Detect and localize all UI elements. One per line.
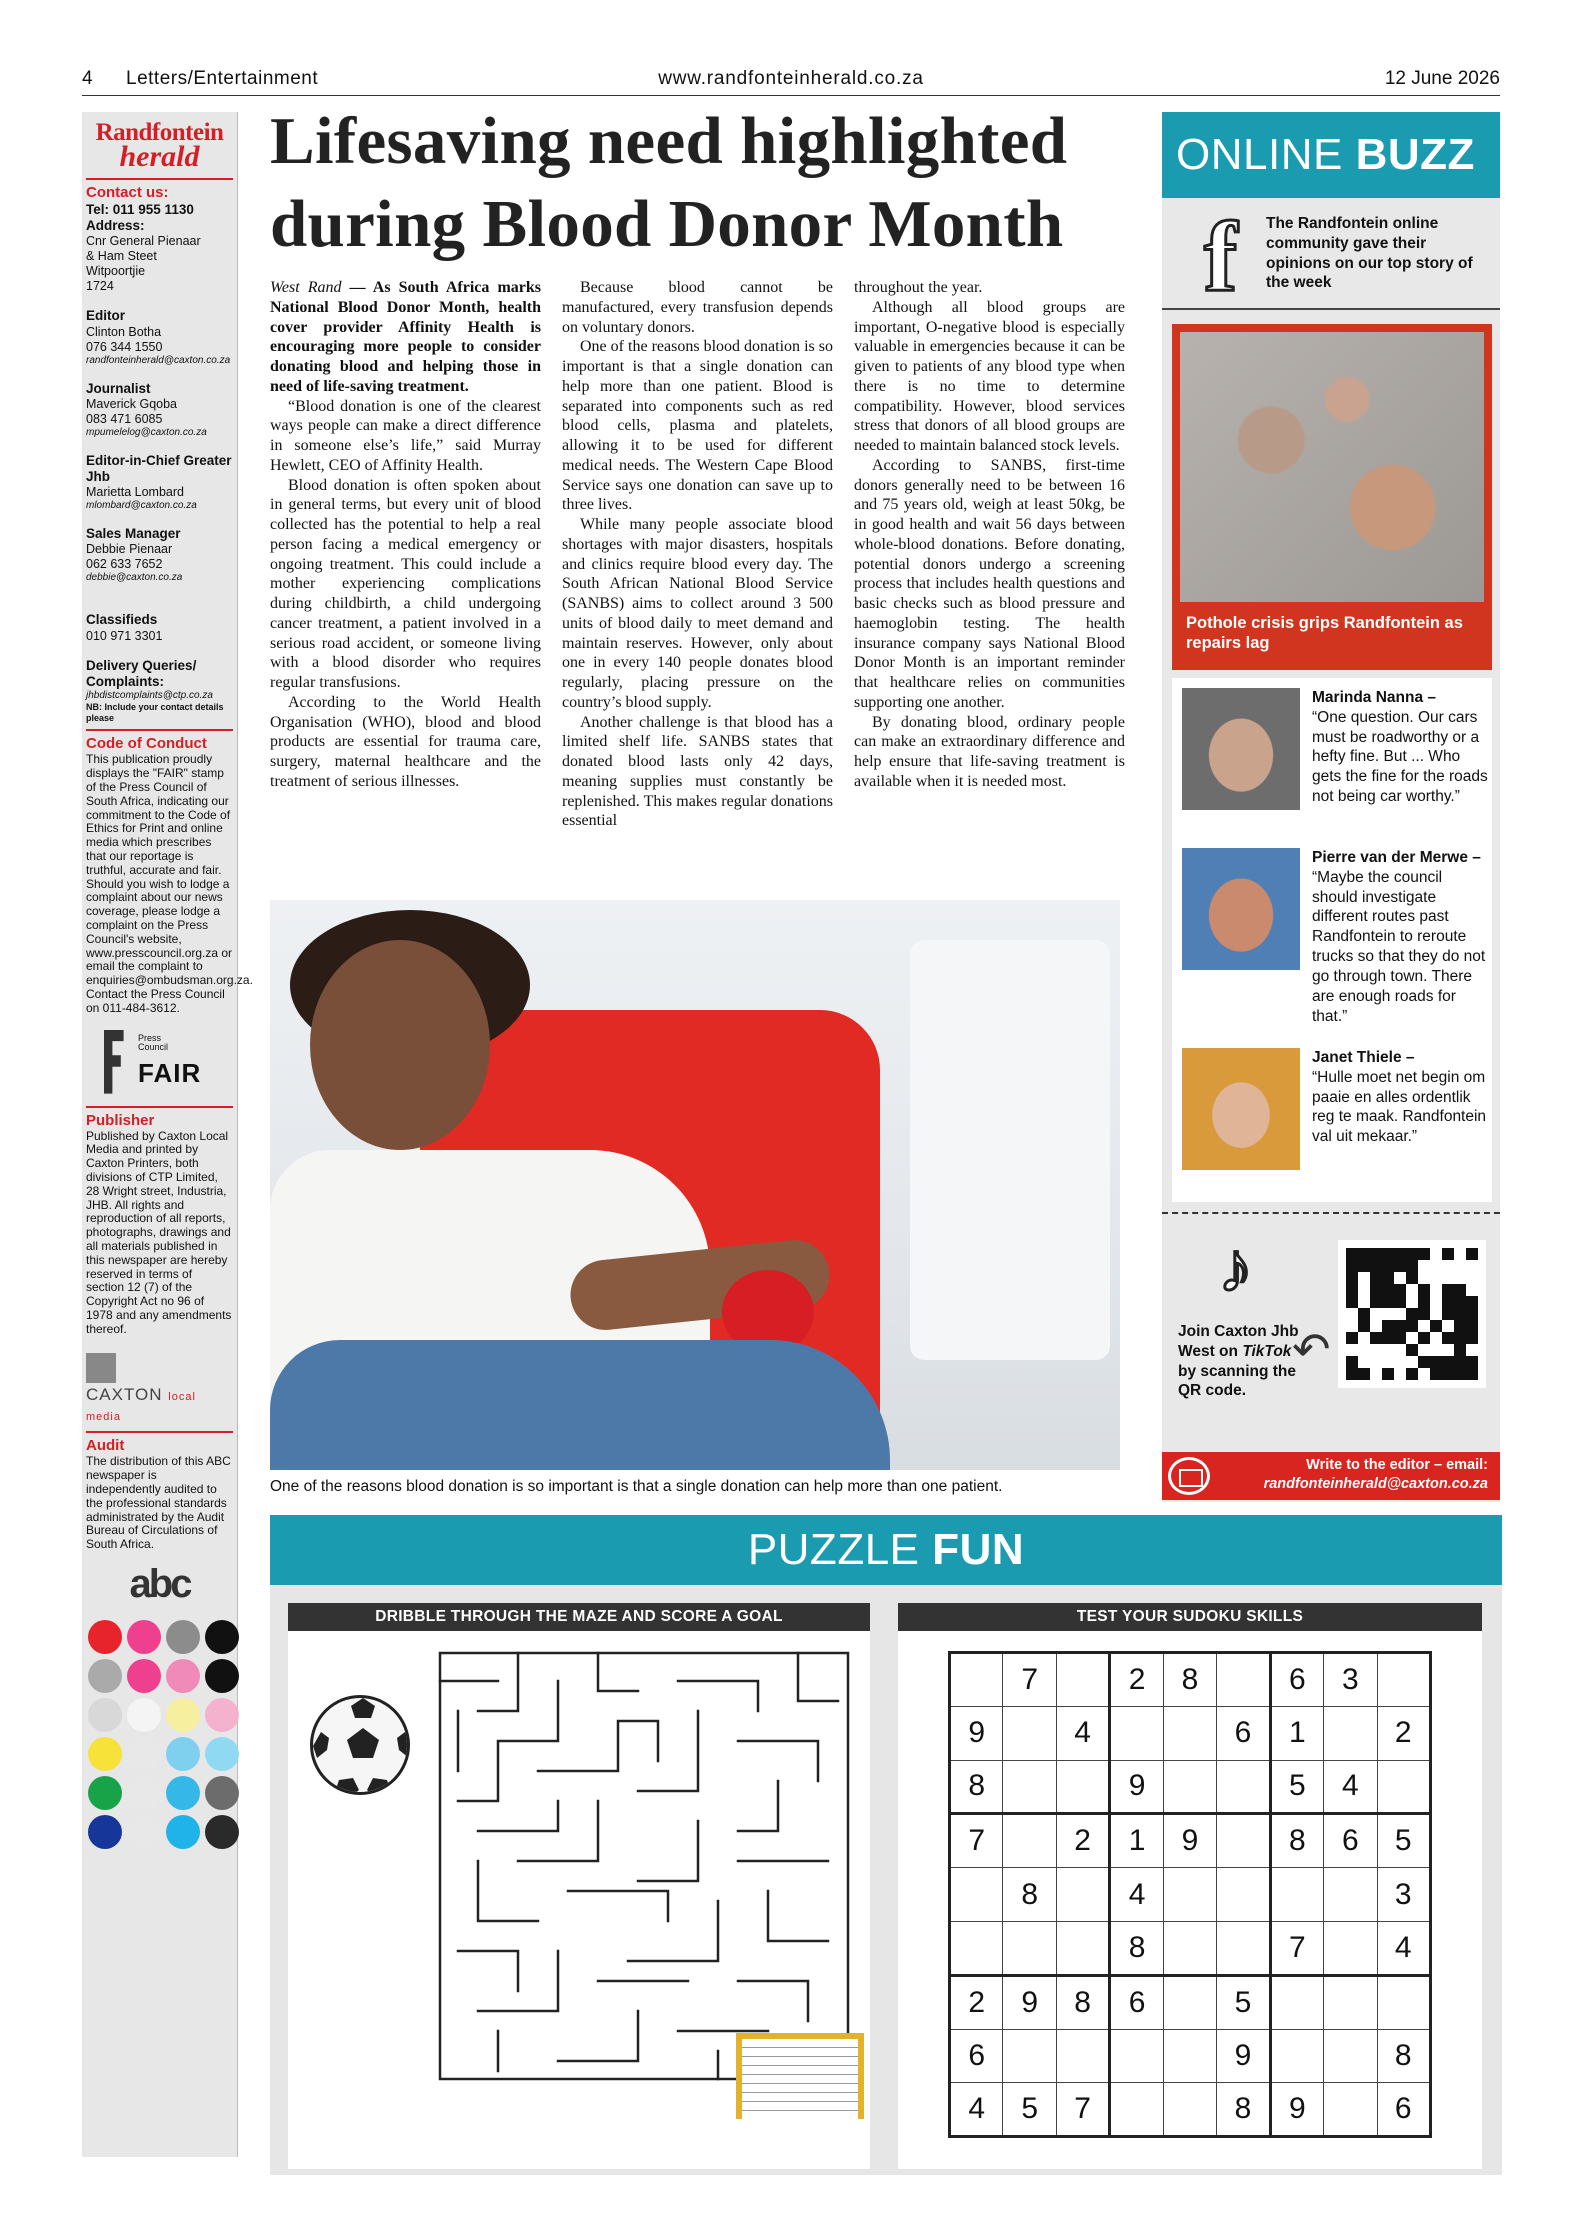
colour-registration-swatches (86, 1620, 233, 1849)
article-paragraph: According to the World Health Organisation (WHO), blood and blood products are essential for trauma care, surgery, maternal healthcare and the treatment of serious illnesses. (270, 693, 541, 790)
conduct-heading: Code of Conduct (86, 735, 207, 753)
sudoku-cell[interactable]: 2 (1377, 1706, 1431, 1760)
sudoku-cell[interactable] (1270, 2029, 1323, 2083)
maze-grid[interactable] (438, 1651, 850, 2081)
tiktok-prompt: Join Caxton Jhb West on TikTok by scanning the QR code. (1178, 1323, 1299, 1400)
write-to-editor-banner[interactable]: Write to the editor – email: randfonteinherald@caxton.co.za (1162, 1452, 1500, 1500)
sudoku-cell[interactable] (1217, 1868, 1270, 1922)
colour-swatch (166, 1698, 200, 1732)
colour-swatch (88, 1659, 122, 1693)
colour-swatch (88, 1815, 122, 1849)
sudoku-cell[interactable] (1324, 1921, 1377, 1975)
puzzle-section (270, 1585, 1502, 2175)
colour-swatch (127, 1698, 161, 1732)
sudoku-cell[interactable] (1003, 1706, 1056, 1760)
sudoku-cell[interactable] (1377, 1760, 1431, 1814)
article-paragraph: By donating blood, ordinary people can make an extraordinary difference and help ensure that life-saving treatment is available when it is needed most. (854, 713, 1125, 790)
sudoku-cell[interactable]: 8 (1377, 2029, 1431, 2083)
photo-caption: One of the reasons blood donation is so important is that a single donation can help more than one patient. (270, 1478, 1003, 1495)
colour-swatch (166, 1815, 200, 1849)
maze-title: DRIBBLE THROUGH THE MAZE AND SCORE A GOAL (288, 1603, 870, 1631)
facebook-icon: f (1204, 201, 1238, 312)
sudoku-cell[interactable] (1003, 1921, 1056, 1975)
sudoku-cell[interactable]: 7 (1003, 1653, 1056, 1707)
article-paragraph: “Blood donation is one of the clearest ways people can make a direct difference in someone else’s life,” said Murray Hewlett, CEO of Affinity Health. (270, 397, 541, 474)
colour-swatch (205, 1698, 239, 1732)
colour-swatch (127, 1620, 161, 1654)
sudoku-cell[interactable] (1377, 1653, 1431, 1707)
colour-swatch (166, 1620, 200, 1654)
site-url[interactable]: www.randfonteinherald.co.za (658, 68, 924, 89)
article-paragraph: While many people associate blood shortages with major disasters, hospitals and clinics require blood every day. The South African National Blood Service (SANBS) aims to collect around 3 500 units of blood daily to meet demand and maintain reserves. However, only about one in every 140 people donates blood regularly, placing pressure on the country’s blood supply. (562, 516, 833, 711)
colour-swatch (88, 1776, 122, 1810)
qr-code[interactable] (1338, 1240, 1486, 1388)
contact-address-line: 1724 (86, 279, 114, 294)
sudoku-cell[interactable] (1110, 2083, 1163, 2137)
article-paragraph: Another challenge is that blood has a limited shelf life. SANBS states that donated blood lasts only 42 days, meaning supplies must constantly be replenished. This makes regular donations essential (562, 713, 833, 830)
sudoku-cell[interactable] (1163, 1760, 1216, 1814)
sudoku-cell[interactable] (1324, 1706, 1377, 1760)
colour-swatch (205, 1737, 239, 1771)
article-paragraph: Blood donation is often spoken about in general terms, but every unit of blood collected has the potential to help a real person facing a medical emergency or ongoing treatment. This could include a mother experiencing complications during childbirth, a child undergoing cancer treatment, a patient involved in a serious road accident, or someone living with a blood disorder who requires regular transfusions. (270, 476, 541, 691)
sudoku-cell[interactable]: 8 (1003, 1868, 1056, 1922)
sudoku-cell[interactable]: 4 (950, 2083, 1003, 2137)
colour-swatch (127, 1659, 161, 1693)
sudoku-cell[interactable] (1110, 2029, 1163, 2083)
sudoku-cell[interactable]: 6 (950, 2029, 1003, 2083)
sudoku-cell[interactable]: 8 (950, 1760, 1003, 1814)
sudoku-cell[interactable]: 8 (1056, 1975, 1109, 2029)
colour-swatch (127, 1815, 161, 1849)
sudoku-cell[interactable]: 8 (1163, 1653, 1216, 1707)
sudoku-cell[interactable] (1003, 1760, 1056, 1814)
sudoku-cell[interactable]: 1 (1270, 1706, 1323, 1760)
sudoku-cell[interactable]: 8 (1270, 1814, 1323, 1868)
publisher-text: Published by Caxton Local Media and printed by Caxton Printers, both divisions of CTP Limited, 28 Wright street, Industria, JHB. All rights and reproduction of all reports, photographs, drawings and all materials published in this newspaper are hereby reserved in terms of section 12 (7) of the Copyright Act no 96 of 1978 and any amendments thereof. (86, 1128, 232, 1336)
sudoku-cell[interactable]: 2 (1056, 1814, 1109, 1868)
delivery-label: Delivery Queries/ Complaints: (86, 657, 197, 689)
colour-swatch (205, 1815, 239, 1849)
sudoku-cell[interactable] (1163, 1706, 1216, 1760)
sudoku-puzzle (898, 1603, 1482, 2169)
sudoku-cell[interactable]: 3 (1377, 1868, 1431, 1922)
sudoku-cell[interactable]: 5 (1377, 1814, 1431, 1868)
sudoku-title: TEST YOUR SUDOKU SKILLS (898, 1603, 1482, 1631)
sudoku-cell[interactable] (1377, 1975, 1431, 2029)
sudoku-cell[interactable] (1056, 1921, 1109, 1975)
sudoku-cell[interactable] (1056, 1653, 1109, 1707)
delivery-note: NB: Include your contact details please (86, 701, 224, 723)
audit-heading: Audit (86, 1437, 125, 1455)
reader-comments: Marinda Nanna – “One question. Our cars must be roadworthy or a hefty fine. But ... Who gets the fine for the roads not being car worthy.” Pierre van der Merwe – “Maybe the council should investigate different routes past Randfontein to reroute trucks so that they do not go through town. There are enough roads for that.” Janet Thiele – “Hulle moet net begin om paaie en alles ordentlik reg te maak. Randfontein val uit mekaar.” (1172, 678, 1492, 1202)
info-sidebar (82, 112, 253, 2157)
sudoku-cell[interactable] (1217, 1921, 1270, 1975)
section-name: Letters/Entertainment (126, 68, 319, 89)
sudoku-cell[interactable] (1163, 1975, 1216, 2029)
article-paragraph: throughout the year. (854, 279, 983, 296)
article-column-3 (854, 278, 1125, 792)
staff-email[interactable]: mpumelelog@caxton.co.za (86, 426, 207, 438)
contact-address-label: Address: (86, 218, 145, 234)
sudoku-cell[interactable]: 4 (1110, 1868, 1163, 1922)
editor-email[interactable]: randfonteinherald@caxton.co.za (1263, 1476, 1488, 1492)
staff-editor-in-chief: Editor-in-Chief Greater Jhb Marietta Lombard mlombard@caxton.co.za (86, 452, 232, 512)
sudoku-cell[interactable]: 9 (1217, 2029, 1270, 2083)
sudoku-cell[interactable]: 2 (1110, 1653, 1163, 1707)
sudoku-cell[interactable]: 6 (1324, 1814, 1377, 1868)
blood-donor-photo (270, 900, 1120, 1470)
colour-swatch (166, 1659, 200, 1693)
colour-swatch (205, 1659, 239, 1693)
sudoku-cell[interactable] (1324, 2029, 1377, 2083)
sudoku-cell[interactable] (1324, 1868, 1377, 1922)
abc-logo: abc (129, 1561, 190, 1606)
sudoku-cell[interactable]: 6 (1110, 1975, 1163, 2029)
sudoku-cell[interactable]: 7 (950, 1814, 1003, 1868)
audit-text: The distribution of this ABC newspaper is independently audited to the professional standards administrated by the Audit Bureau of Circulations of South Africa. (86, 1454, 231, 1552)
dateline: West Rand (270, 279, 342, 296)
sudoku-cell[interactable]: 5 (1003, 2083, 1056, 2137)
sudoku-cell[interactable] (1270, 1868, 1323, 1922)
sudoku-cell[interactable] (950, 1921, 1003, 1975)
puzzle-fun-title: PUZZLE FUN (270, 1515, 1502, 1585)
publisher-heading: Publisher (86, 1111, 155, 1129)
buzz-intro: The Randfontein online community gave their opinions on our top story of the week (1266, 215, 1473, 292)
sudoku-cell[interactable] (1056, 1868, 1109, 1922)
pothole-photo (1180, 332, 1484, 602)
staff-email[interactable]: mlombard@caxton.co.za (86, 500, 197, 512)
colour-swatch (205, 1620, 239, 1654)
sudoku-cell[interactable]: 1 (1110, 1814, 1163, 1868)
delivery-email[interactable]: jhbdistcomplaints@ctp.co.za (86, 689, 213, 701)
sudoku-cell[interactable] (1110, 1706, 1163, 1760)
maze-puzzle (288, 1603, 870, 2169)
sudoku-cell[interactable]: 4 (1324, 1760, 1377, 1814)
contact-heading: Contact us: (86, 184, 169, 201)
sudoku-cell[interactable]: 2 (950, 1975, 1003, 2029)
sudoku-cell[interactable]: 8 (1110, 1921, 1163, 1975)
sudoku-cell[interactable]: 6 (1270, 1653, 1323, 1707)
online-buzz-panel (1162, 112, 1500, 1502)
sudoku-cell[interactable]: 7 (1270, 1921, 1323, 1975)
sudoku-cell[interactable] (1163, 2083, 1216, 2137)
caxton-logo: CAXTON local media (86, 1353, 233, 1426)
avatar (1182, 848, 1300, 970)
goal-net-icon (736, 2033, 864, 2119)
top-story-card[interactable] (1172, 324, 1492, 670)
classifieds-phone: 010 971 3301 (86, 628, 163, 643)
sudoku-cell[interactable]: 5 (1217, 1975, 1270, 2029)
sudoku-grid[interactable] (948, 1651, 1432, 2138)
article-lead: As South Africa marks National Blood Donor Month, health cover provider Affinity Health is encouraging more people to consider donating blood and helping those in need of life-saving treatment. (270, 279, 542, 395)
sudoku-cell[interactable] (1163, 1868, 1216, 1922)
sudoku-cell[interactable]: 9 (1110, 1760, 1163, 1814)
colour-swatch (88, 1620, 122, 1654)
article-paragraph: According to SANBS, first-time donors generally need to be between 16 and 75 years old, weigh at least 50kg, be in good health and wait 56 days between whole-blood donations. Before donating, potential donors undergo a screening process that includes health questions and basic checks such as blood pressure and haemoglobin testing. The health insurance company says National Blood Donor Month is an important reminder that healthcare relies on communities supporting one another. (854, 456, 1125, 711)
sudoku-cell[interactable] (1324, 2083, 1377, 2137)
classifieds-label: Classifieds (86, 612, 158, 628)
avatar (1182, 688, 1300, 810)
sudoku-cell[interactable] (1217, 1653, 1270, 1707)
sudoku-cell[interactable] (1163, 2029, 1216, 2083)
sudoku-cell[interactable]: 5 (1270, 1760, 1323, 1814)
contact-address-line: & Ham Steet (86, 249, 157, 264)
article-paragraph: Because blood cannot be manufactured, every transfusion depends on voluntary donors. (562, 279, 833, 336)
colour-swatch (88, 1698, 122, 1732)
sudoku-cell[interactable]: 3 (1324, 1653, 1377, 1707)
sudoku-cell[interactable]: 4 (1377, 1921, 1431, 1975)
email-icon (1168, 1457, 1210, 1495)
sudoku-cell[interactable] (1324, 1975, 1377, 2029)
sudoku-cell[interactable]: 7 (1056, 2083, 1109, 2137)
sudoku-cell[interactable] (1003, 1814, 1056, 1868)
issue-date: 12 June 2026 (1384, 68, 1500, 89)
sudoku-cell[interactable] (950, 1653, 1003, 1707)
colour-swatch (166, 1776, 200, 1810)
staff-editor: Editor Clinton Botha 076 344 1550 randfonteinherald@caxton.co.za (86, 308, 233, 366)
soccer-ball-icon (310, 1695, 410, 1795)
sudoku-cell[interactable]: 9 (1163, 1814, 1216, 1868)
sudoku-cell[interactable]: 6 (1377, 2083, 1431, 2137)
sudoku-cell[interactable] (1163, 1921, 1216, 1975)
sudoku-cell[interactable]: 6 (1217, 1706, 1270, 1760)
article-paragraph: One of the reasons blood donation is so important is that a single donation can help more than one patient. Blood is separated into components such as red blood cells, plasma and platelets, allowing it to be used for different medical needs. The Western Cape Blood Service says one donation can save up to three lives. (562, 338, 833, 514)
sudoku-cell[interactable] (1056, 1760, 1109, 1814)
article-column-2 (562, 278, 833, 831)
sudoku-cell[interactable] (950, 1868, 1003, 1922)
top-story-title: Pothole crisis grips Randfontein as repairs lag (1186, 614, 1463, 652)
curved-arrow-icon: ↶ (1292, 1323, 1331, 1375)
sudoku-cell[interactable] (1217, 1760, 1270, 1814)
staff-sales-manager: Sales Manager Debbie Pienaar 062 633 7652 debbie@caxton.co.za (86, 526, 233, 584)
staff-journalist: Journalist Maverick Gqoba 083 471 6085 mpumelelog@caxton.co.za (86, 381, 233, 439)
conduct-text: This publication proudly displays the "FAIR" stamp of the Press Council of South Africa, indicating our commitment to the Code of Ethics for Print and online media which prescribes that our reportage is truthful, accurate and fair. Should you wish to lodge a complaint about our news coverage, please lodge a complaint on the Press Council's website, www.presscouncil.org.za or email the complaint to enquiries@ombudsman.org.za. Contact the Press Council on 011-484-3612. (86, 752, 253, 1015)
colour-swatch (127, 1776, 161, 1810)
sudoku-cell[interactable] (1056, 2029, 1109, 2083)
page-header (82, 66, 1500, 96)
sudoku-cell[interactable]: 9 (1270, 2083, 1323, 2137)
sudoku-cell[interactable] (1003, 2029, 1056, 2083)
sudoku-cell[interactable] (1217, 1814, 1270, 1868)
article-column-1: West Rand — As South Africa marks National Blood Donor Month, health cover provider Affinity Health is encouraging more people to consider donating blood and helping those in need of life-saving treatment. “Blood donation is one of the clearest ways people can make a direct difference in someone else’s life,” said Murray Hewlett, CEO of Affinity Health. Blood donation is often spoken about in general terms, but every unit of blood collected has the potential to help a real person facing a medical emergency or ongoing treatment. This could include a mother experiencing complications during childbirth, a child undergoing cancer treatment, a patient involved in a serious road accident, or someone living with a blood disorder who requires regular transfusions. According to the World Health Organisation (WHO), blood and blood products are essential for trauma care, surgery, maternal healthcare and the treatment of serious illnesses. (270, 279, 542, 790)
sudoku-cell[interactable]: 9 (1003, 1975, 1056, 2029)
online-buzz-title: ONLINE BUZZ (1162, 112, 1500, 198)
staff-email[interactable]: randfonteinherald@caxton.co.za (86, 354, 231, 366)
sudoku-cell[interactable]: 8 (1217, 2083, 1270, 2137)
contact-address-line: Cnr General Pienaar (86, 234, 201, 249)
article-paragraph: Although all blood groups are important, O-negative blood is especially valuable in emergencies because it can be given to patients of any blood type when there is no time to determine compatibility. However, blood services stress that donors of all blood groups are needed to maintain balanced stock levels. (854, 298, 1125, 454)
colour-swatch (88, 1737, 122, 1771)
colour-swatch (166, 1737, 200, 1771)
sudoku-cell[interactable]: 4 (1056, 1706, 1109, 1760)
fair-logo: Press Council FAIR (104, 1030, 233, 1100)
sudoku-cell[interactable]: 9 (950, 1706, 1003, 1760)
page-number: 4 (82, 68, 93, 89)
colour-swatch (205, 1776, 239, 1810)
contact-address-line: Witpoortjie (86, 264, 146, 279)
masthead-logo: Randfontein herald (95, 119, 224, 173)
colour-swatch (127, 1737, 161, 1771)
staff-email[interactable]: debbie@caxton.co.za (86, 572, 183, 584)
avatar (1182, 1048, 1300, 1170)
contact-tel: Tel: 011 955 1130 (86, 202, 194, 217)
tiktok-icon: ♪ (1218, 1228, 1253, 1306)
sudoku-cell[interactable] (1270, 1975, 1323, 2029)
article-headline: Lifesaving need highlighted during Blood Donor Month (270, 104, 1068, 262)
